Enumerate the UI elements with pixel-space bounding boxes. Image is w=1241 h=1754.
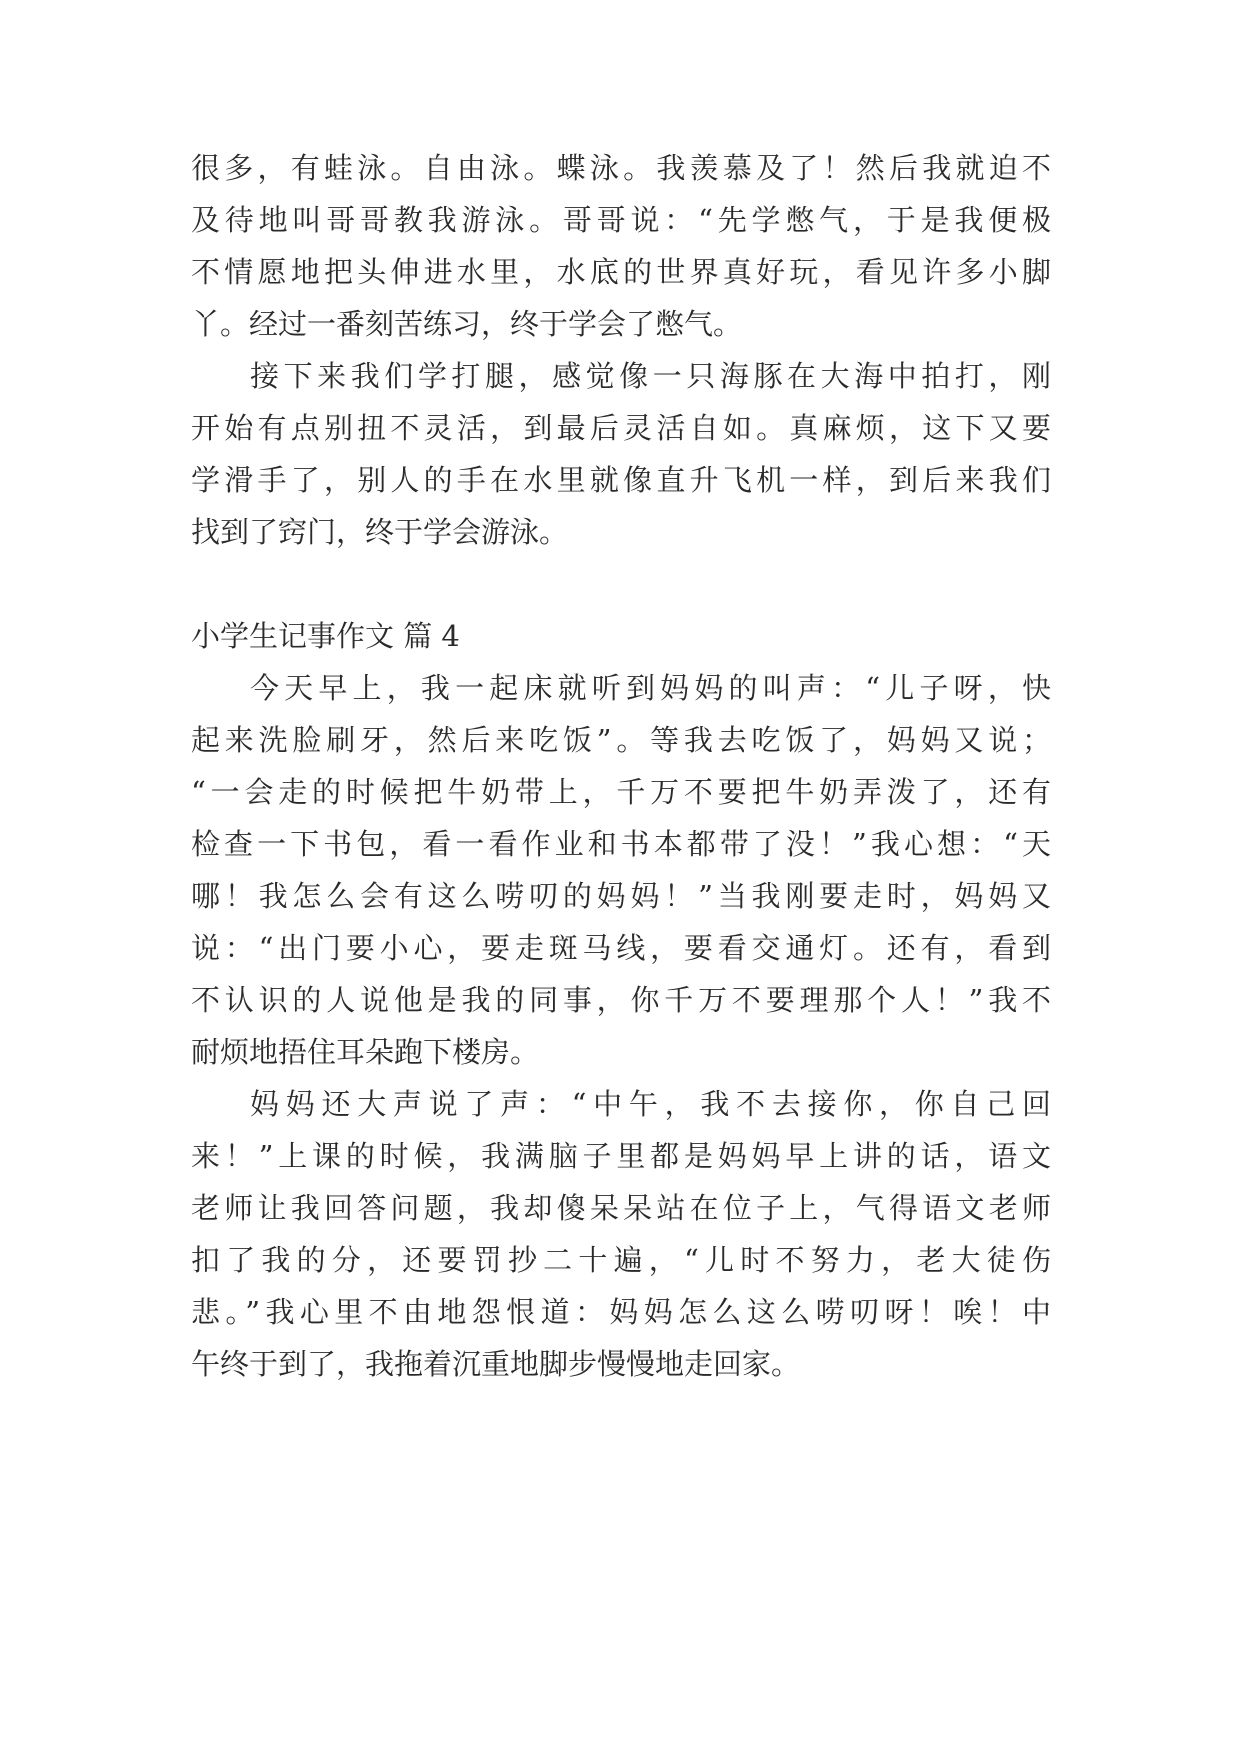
text-line: 说：“出门要小心，要走斑马线，要看交通灯。还有，看到 xyxy=(191,931,1051,965)
text-line: 学滑手了，别人的手在水里就像直升飞机一样，到后来我们 xyxy=(191,463,1051,497)
text-line: 接下来我们学打腿，感觉像一只海豚在大海中拍打，刚 xyxy=(250,359,1051,393)
text-line: 找到了窍门，终于学会游泳。 xyxy=(191,515,569,549)
text-line: 检查一下书包，看一看作业和书本都带了没！”我心想：“天 xyxy=(191,827,1051,861)
text-line: 很多，有蛙泳。自由泳。蝶泳。我羡慕及了！然后我就迫不 xyxy=(191,151,1051,185)
text-line: 悲。”我心里不由地怨恨道：妈妈怎么这么唠叨呀！唉！中 xyxy=(191,1295,1051,1329)
text-line: 耐烦地捂住耳朵跑下楼房。 xyxy=(191,1035,540,1069)
section-heading: 小学生记事作文 篇 4 xyxy=(191,619,460,653)
text-line: 丫。经过一番刻苦练习，终于学会了憋气。 xyxy=(191,307,743,341)
text-line: 妈妈还大声说了声：“中午，我不去接你，你自己回 xyxy=(250,1087,1051,1121)
text-line: 不认识的人说他是我的同事，你千万不要理那个人！”我不 xyxy=(191,983,1051,1017)
text-line: 今天早上，我一起床就听到妈妈的叫声：“儿子呀，快 xyxy=(250,671,1051,705)
text-line: 哪！我怎么会有这么唠叨的妈妈！”当我刚要走时，妈妈又 xyxy=(191,879,1051,913)
text-line: 开始有点别扭不灵活，到最后灵活自如。真麻烦，这下又要 xyxy=(191,411,1051,445)
text-line: 不情愿地把头伸进水里，水底的世界真好玩，看见许多小脚 xyxy=(191,255,1051,289)
text-line: 午终于到了，我拖着沉重地脚步慢慢地走回家。 xyxy=(191,1347,801,1381)
text-line: 来！”上课的时候，我满脑子里都是妈妈早上讲的话，语文 xyxy=(191,1139,1051,1173)
text-line: “一会走的时候把牛奶带上，千万不要把牛奶弄泼了，还有 xyxy=(191,775,1051,809)
text-line: 及待地叫哥哥教我游泳。哥哥说：“先学憋气，于是我便极 xyxy=(191,203,1051,237)
text-line: 起来洗脸刷牙，然后来吃饭”。等我去吃饭了，妈妈又说； xyxy=(191,723,1051,757)
text-line: 扣了我的分，还要罚抄二十遍，“儿时不努力，老大徒伤 xyxy=(191,1243,1051,1277)
text-line: 老师让我回答问题，我却傻呆呆站在位子上，气得语文老师 xyxy=(191,1191,1051,1225)
